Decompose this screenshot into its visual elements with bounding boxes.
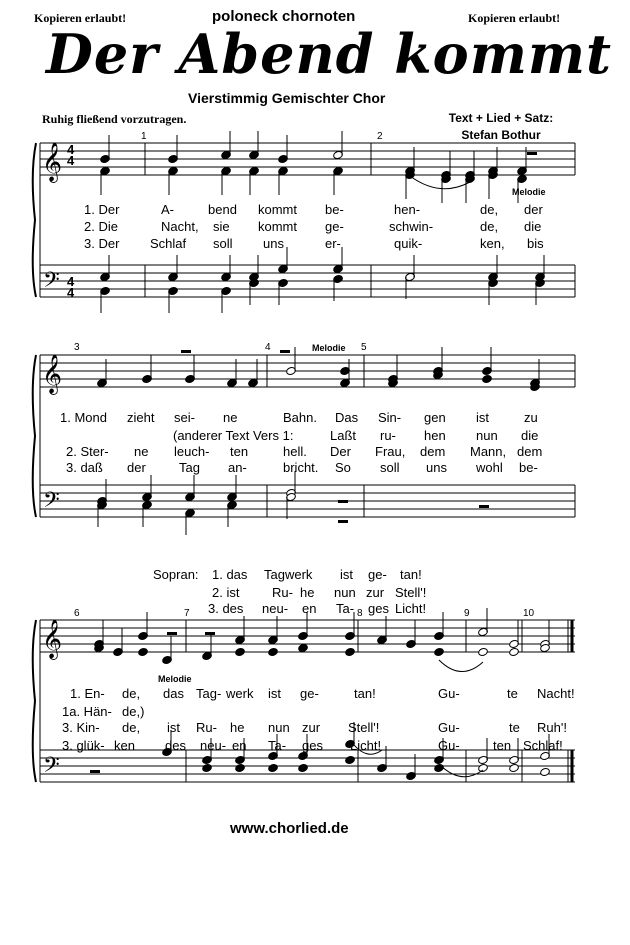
rest bbox=[205, 632, 215, 635]
note-head bbox=[434, 647, 445, 656]
lyric-syllable: hell. bbox=[283, 444, 307, 459]
treble-clef-icon: 𝄞 bbox=[42, 142, 63, 182]
lyric-syllable: zu bbox=[524, 410, 538, 425]
lyric-syllable: en bbox=[232, 738, 247, 753]
brace bbox=[33, 620, 36, 782]
lyric-syllable: tan! bbox=[400, 567, 422, 582]
lyric-syllable: 3. daß bbox=[66, 460, 103, 475]
lyric-syllable: he bbox=[230, 720, 245, 735]
melodie-label: Melodie bbox=[512, 187, 546, 197]
treble-clef-icon: 𝄞 bbox=[42, 619, 63, 659]
lyric-syllable: soll bbox=[213, 236, 233, 251]
lyric-syllable: neu- bbox=[200, 738, 227, 753]
measure-number: 7 bbox=[184, 608, 190, 619]
lyric-syllable: 2. ist bbox=[212, 585, 240, 600]
lyric-syllable: Ruh'! bbox=[537, 720, 567, 735]
lyric-syllable: nun bbox=[268, 720, 290, 735]
slur bbox=[439, 660, 483, 672]
lyric-syllable: schwin- bbox=[389, 219, 434, 234]
lyric-syllable: Ta- bbox=[268, 738, 287, 753]
song-subtitle: Vierstimmig Gemischter Chor bbox=[188, 90, 386, 106]
measure-number: 8 bbox=[357, 608, 363, 619]
lyric-syllable: bend bbox=[208, 202, 237, 217]
lyric-syllable: neu- bbox=[262, 601, 289, 616]
lyric-syllable: en bbox=[302, 601, 317, 616]
lyric-syllable: Nacht! bbox=[537, 686, 575, 701]
treble-clef-icon: 𝄞 bbox=[42, 354, 63, 394]
lyric-syllable: Tagwerk bbox=[264, 567, 313, 582]
lyric-syllable: Stell'! bbox=[348, 720, 380, 735]
lyric-syllable: die bbox=[521, 428, 539, 443]
credits-line1: Text + Lied + Satz: bbox=[448, 111, 554, 125]
rest bbox=[479, 505, 489, 508]
melodie-label: Melodie bbox=[312, 343, 346, 353]
note-head bbox=[478, 647, 489, 656]
lyric-syllable: quik- bbox=[394, 236, 423, 251]
lyric-syllable: Ru- bbox=[196, 720, 217, 735]
measure-number: 6 bbox=[74, 608, 80, 619]
lyric-syllable: uns bbox=[263, 236, 284, 251]
lyric-syllable: der bbox=[127, 460, 146, 475]
lyric-syllable: ne bbox=[134, 444, 149, 459]
lyric-syllable: soll bbox=[380, 460, 400, 475]
lyric-syllable: Licht! bbox=[350, 738, 382, 753]
lyric-syllable: 3. Kin- bbox=[62, 720, 100, 735]
lyric-syllable: de, bbox=[122, 720, 141, 735]
lyric-syllable: gen bbox=[424, 410, 446, 425]
note-head bbox=[482, 374, 493, 383]
note-head bbox=[345, 647, 356, 656]
lyric-syllable: Gu- bbox=[438, 720, 460, 735]
rest bbox=[167, 632, 177, 635]
lyric-syllable: bis bbox=[527, 236, 544, 251]
lyric-syllable: te bbox=[507, 686, 518, 701]
lyric-syllable: (anderer Text Vers 1: bbox=[173, 428, 294, 443]
lyric-syllable: der bbox=[524, 202, 543, 217]
note-head bbox=[268, 647, 279, 656]
lyric-syllable: hen- bbox=[394, 202, 421, 217]
lyric-syllable: Der bbox=[330, 444, 351, 459]
lyric-syllable: 3. Der bbox=[84, 236, 120, 251]
lyric-syllable: tan! bbox=[354, 686, 376, 701]
measure-number: 5 bbox=[361, 342, 367, 353]
lyric-syllable: wohl bbox=[476, 460, 503, 475]
lyric-syllable: zur bbox=[366, 585, 385, 600]
lyric-syllable: ge- bbox=[368, 567, 387, 582]
lyric-syllable: A- bbox=[161, 202, 174, 217]
tempo-marking: Ruhig fließend vorzutragen. bbox=[42, 112, 187, 126]
lyric-syllable: Frau, bbox=[375, 444, 406, 459]
lyric-syllable: uns bbox=[426, 460, 447, 475]
bass-clef-icon: 𝄢 bbox=[43, 488, 60, 518]
lyric-syllable: sie bbox=[213, 219, 230, 234]
measure-number: 1 bbox=[141, 131, 147, 142]
bass-clef-icon: 𝄢 bbox=[43, 268, 60, 298]
lyric-syllable: zieht bbox=[127, 410, 155, 425]
note-head bbox=[298, 763, 309, 772]
lyric-syllable: be- bbox=[519, 460, 538, 475]
lyric-syllable: ne bbox=[223, 410, 238, 425]
rest bbox=[181, 350, 191, 353]
note-head bbox=[478, 763, 489, 772]
lyric-syllable: 1. En- bbox=[70, 686, 105, 701]
lyric-syllable: ten bbox=[230, 444, 249, 459]
lyric-syllable: 3. glük- bbox=[62, 738, 105, 753]
lyric-syllable: Licht! bbox=[395, 601, 427, 616]
lyric-syllable: er- bbox=[325, 236, 341, 251]
lyric-syllable: 1. Der bbox=[84, 202, 120, 217]
note-head bbox=[540, 767, 551, 776]
lyric-syllable: ges bbox=[302, 738, 323, 753]
bass-clef-icon: 𝄢 bbox=[43, 753, 60, 783]
lyric-syllable: ken, bbox=[480, 236, 505, 251]
lyric-syllable: te bbox=[509, 720, 520, 735]
note-head bbox=[345, 755, 356, 764]
measure-number: 3 bbox=[74, 342, 80, 353]
rest bbox=[338, 520, 348, 523]
note-head bbox=[235, 647, 246, 656]
footer-url[interactable]: www.chorlied.de bbox=[230, 820, 349, 837]
lyric-syllable: de,) bbox=[122, 704, 145, 719]
lyric-syllable: ge- bbox=[300, 686, 319, 701]
lyric-syllable: 1. das bbox=[212, 567, 248, 582]
lyric-syllable: de, bbox=[480, 219, 499, 234]
lyric-syllable: 1. Mond bbox=[60, 410, 107, 425]
lyric-syllable: Schlaf! bbox=[523, 738, 563, 753]
measure-number: 10 bbox=[523, 608, 535, 619]
lyric-syllable: dem bbox=[517, 444, 543, 459]
lyric-syllable: nun bbox=[334, 585, 356, 600]
lyric-syllable: So bbox=[335, 460, 351, 475]
lyric-syllable: das bbox=[163, 686, 184, 701]
lyric-syllable: Gu- bbox=[438, 738, 460, 753]
lyric-syllable: 2. Ster- bbox=[66, 444, 109, 459]
slur bbox=[410, 176, 470, 189]
lyric-syllable: ten bbox=[493, 738, 512, 753]
lyric-syllable: sei- bbox=[174, 410, 195, 425]
rest bbox=[90, 770, 100, 773]
lyric-syllable: werk bbox=[226, 686, 254, 701]
lyric-syllable: Bahn. bbox=[283, 410, 317, 425]
lyric-syllable: hen bbox=[424, 428, 446, 443]
soprano-label: Sopran: bbox=[153, 567, 199, 582]
lyric-syllable: Ta- bbox=[336, 601, 355, 616]
lyric-syllable: ist bbox=[268, 686, 281, 701]
note-head bbox=[298, 643, 309, 652]
lyric-syllable: ken bbox=[114, 738, 135, 753]
lyric-syllable: dem bbox=[420, 444, 446, 459]
lyric-syllable: Sin- bbox=[378, 410, 402, 425]
lyric-syllable: 3. des bbox=[208, 601, 244, 616]
lyric-syllable: des bbox=[165, 738, 186, 753]
lyric-syllable: ist bbox=[167, 720, 180, 735]
lyric-syllable: Das bbox=[335, 410, 359, 425]
lyric-syllable: be- bbox=[325, 202, 344, 217]
measure-number: 2 bbox=[377, 131, 383, 142]
copy-notice-right: Kopieren erlaubt! bbox=[468, 11, 561, 25]
lyric-syllable: kommt bbox=[258, 219, 297, 234]
brace bbox=[33, 143, 36, 297]
lyric-syllable: ist bbox=[476, 410, 489, 425]
measure-number: 9 bbox=[464, 608, 470, 619]
brace bbox=[33, 355, 36, 517]
rest bbox=[527, 152, 537, 155]
lyric-syllable: ru- bbox=[380, 428, 396, 443]
lyric-syllable: Schlaf bbox=[150, 236, 187, 251]
lyric-syllable: ge- bbox=[325, 219, 344, 234]
lyric-syllable: de, bbox=[480, 202, 499, 217]
lyric-syllable: Laßt bbox=[330, 428, 357, 443]
lyric-syllable: de, bbox=[122, 686, 141, 701]
lyric-syllable: 1a. Hän- bbox=[62, 704, 112, 719]
time-signature-treble: 4 4 bbox=[67, 142, 75, 168]
lyric-syllable: bricht. bbox=[283, 460, 319, 475]
lyric-syllable: 2. Die bbox=[84, 219, 118, 234]
note-head bbox=[202, 763, 213, 772]
lyric-syllable: Tag bbox=[179, 460, 200, 475]
note-head bbox=[235, 763, 246, 772]
lyric-syllable: an- bbox=[228, 460, 247, 475]
measure-number: 4 bbox=[265, 342, 271, 353]
lyric-syllable: ist bbox=[340, 567, 353, 582]
melodie-label: Melodie bbox=[158, 674, 192, 684]
note-head bbox=[138, 647, 149, 656]
note-head bbox=[268, 763, 279, 772]
lyric-syllable: die bbox=[524, 219, 542, 234]
lyric-syllable: Mann, bbox=[470, 444, 507, 459]
lyric-syllable: he bbox=[300, 585, 315, 600]
lyric-syllable: Gu- bbox=[438, 686, 460, 701]
lyric-syllable: Ru- bbox=[272, 585, 293, 600]
copy-notice-left: Kopieren erlaubt! bbox=[34, 11, 127, 25]
time-signature-bass: 4 4 bbox=[67, 274, 75, 300]
lyric-syllable: nun bbox=[476, 428, 498, 443]
lyric-syllable: leuch- bbox=[174, 444, 210, 459]
rest bbox=[280, 350, 290, 353]
credits-line2: Stefan Bothur bbox=[461, 128, 541, 142]
lyric-syllable: Tag- bbox=[196, 686, 222, 701]
note-head bbox=[509, 647, 520, 656]
lyric-syllable: ges bbox=[368, 601, 389, 616]
song-title: Der Abend kommt bbox=[46, 22, 612, 86]
lyric-syllable: zur bbox=[302, 720, 321, 735]
note-head bbox=[509, 763, 520, 772]
publisher-name: poloneck chornoten bbox=[212, 8, 356, 25]
lyric-syllable: kommt bbox=[258, 202, 297, 217]
lyric-syllable: Nacht, bbox=[161, 219, 199, 234]
rest bbox=[338, 500, 348, 503]
lyric-syllable: Stell'! bbox=[395, 585, 427, 600]
